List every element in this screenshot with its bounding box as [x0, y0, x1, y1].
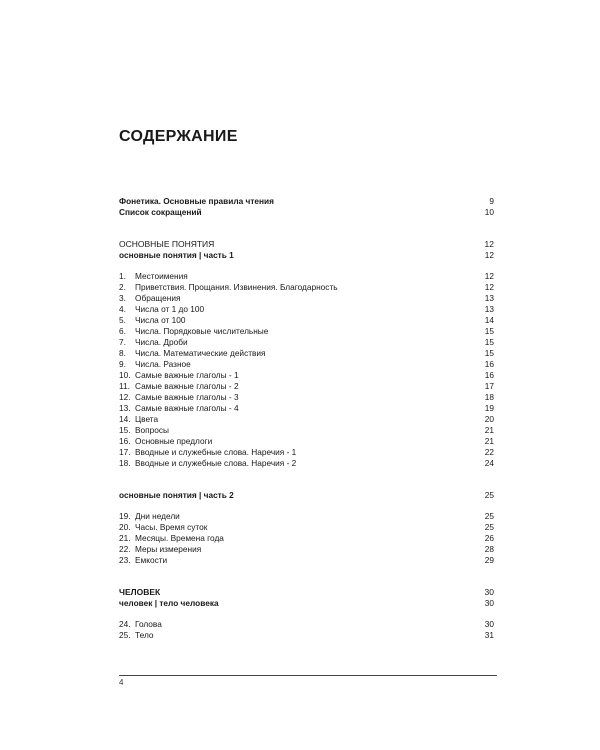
toc-entry-label: Фонетика. Основные правила чтения: [119, 196, 275, 206]
toc-entry[interactable]: [119, 629, 494, 641]
toc-entry-label: Самые важные глаголы - 4: [135, 403, 239, 413]
toc-entry-page: 29: [484, 555, 494, 565]
toc-entry-page: 17: [484, 381, 494, 391]
toc-entry-label: Числа. Порядковые числительные: [135, 326, 269, 336]
toc-entry-number: 19.: [119, 511, 131, 521]
toc-entry-page: 12: [484, 271, 494, 281]
toc-entry-abbreviations[interactable]: [119, 206, 494, 218]
toc-entry-page: 30: [484, 587, 494, 597]
toc-entry-number: 6.: [119, 326, 126, 336]
toc-entry-number: 24.: [119, 619, 131, 629]
toc-section-heading-label: ОСНОВНЫЕ ПОНЯТИЯ: [119, 239, 215, 249]
toc-entry-page: 15: [484, 326, 494, 336]
toc-entry-label: Месяцы. Времена года: [135, 533, 224, 543]
toc-entry[interactable]: [119, 457, 494, 469]
toc-entry-page: 28: [484, 544, 494, 554]
toc-entry-page: 16: [484, 370, 494, 380]
toc-entry-label: Числа от 100: [135, 315, 186, 325]
toc-entry-page: 18: [484, 392, 494, 402]
toc-entry-label: Местоимения: [135, 271, 188, 281]
toc-entry-page: 20: [484, 414, 494, 424]
toc-entry-label: Вводные и служебные слова. Наречия - 1: [135, 447, 297, 457]
toc-entry-number: 16.: [119, 436, 131, 446]
toc-entry-page: 13: [484, 293, 494, 303]
page-title: СОДЕРЖАНИЕ: [119, 128, 238, 145]
toc-entry-label: Голова: [135, 619, 162, 629]
toc-subsection-heading[interactable]: [119, 489, 494, 501]
toc-entry-number: 23.: [119, 555, 131, 565]
toc-entry-label: Самые важные глаголы - 2: [135, 381, 239, 391]
toc-entry-page: 12: [484, 239, 494, 249]
toc-entry-page: 25: [484, 522, 494, 532]
toc-entry-label: Тело: [135, 630, 154, 640]
toc-entry-page: 30: [484, 598, 494, 608]
toc-entry-page: 21: [484, 436, 494, 446]
toc-entry-number: 7.: [119, 337, 126, 347]
toc-subsection-heading[interactable]: [119, 249, 494, 261]
toc-entry-page: 25: [484, 511, 494, 521]
toc-subsection-heading[interactable]: [119, 597, 494, 609]
toc-entry-label: Вопросы: [135, 425, 169, 435]
toc-entry-page: 24: [484, 458, 494, 468]
toc-entry-number: 9.: [119, 359, 126, 369]
toc-entry-label: Числа. Математические действия: [135, 348, 266, 358]
toc-entry-label: Вводные и служебные слова. Наречия - 2: [135, 458, 297, 468]
toc-entry-page: 13: [484, 304, 494, 314]
toc-entry-number: 17.: [119, 447, 131, 457]
toc-entry-page: 14: [484, 315, 494, 325]
toc-entry-page: 12: [484, 282, 494, 292]
toc-entry-number: 1.: [119, 271, 126, 281]
footer-rule: [119, 675, 497, 676]
toc-entry-number: 10.: [119, 370, 131, 380]
toc-entry-page: 22: [484, 447, 494, 457]
toc-entry-page: 12: [484, 250, 494, 260]
toc-entry-page: 25: [484, 490, 494, 500]
toc-section-heading-label: ЧЕЛОВЕК: [119, 587, 161, 597]
toc-entry-label: Числа от 1 до 100: [135, 304, 205, 314]
toc-entry-number: 14.: [119, 414, 131, 424]
toc-entry-page: 15: [484, 337, 494, 347]
toc-entry-label: Приветствия. Прощания. Извинения. Благодарность: [135, 282, 338, 292]
toc-entry-number: 22.: [119, 544, 131, 554]
toc-entry-page: 21: [484, 425, 494, 435]
toc-entry-number: 11.: [119, 381, 130, 391]
toc-entry-page: 10: [484, 207, 494, 217]
toc-entry-page: 31: [484, 630, 494, 640]
toc-entry-number: 3.: [119, 293, 126, 303]
toc-entry-page: 16: [484, 359, 494, 369]
toc-entry-label: Дни недели: [135, 511, 180, 521]
toc-entry-label: Обращения: [135, 293, 181, 303]
toc-entry-number: 20.: [119, 522, 131, 532]
toc-entry-number: 21.: [119, 533, 131, 543]
toc-entry-label: Часы. Время суток: [135, 522, 208, 532]
toc-entry-page: 19: [484, 403, 494, 413]
toc-entry-page: 30: [484, 619, 494, 629]
toc-entry-label: Числа. Дроби: [135, 337, 188, 347]
toc-entry-number: 8.: [119, 348, 126, 358]
toc-subsection-label: человек | тело человека: [119, 598, 219, 608]
toc-entry-number: 13.: [119, 403, 131, 413]
toc-entry-label: Основные предлоги: [135, 436, 213, 446]
toc-entry-number: 15.: [119, 425, 131, 435]
toc-entry-label: Самые важные глаголы - 1: [135, 370, 239, 380]
toc-entry-number: 12.: [119, 392, 131, 402]
toc-entry-page: 26: [484, 533, 494, 543]
toc-entry-number: 4.: [119, 304, 126, 314]
toc-entry-number: 5.: [119, 315, 126, 325]
toc-entry-label: Список сокращений: [119, 207, 202, 217]
toc-entry-number: 18.: [119, 458, 131, 468]
toc-entry-page: 15: [484, 348, 494, 358]
toc-entry-label: Самые важные глаголы - 3: [135, 392, 239, 402]
toc-entry-page: 9: [489, 196, 494, 206]
toc-entry[interactable]: [119, 554, 494, 566]
page-number: 4: [119, 678, 124, 687]
toc-subsection-label: основные понятия | часть 1: [119, 250, 234, 260]
toc-entry-number: 2.: [119, 282, 126, 292]
toc-entry-label: Емкости: [135, 555, 168, 565]
toc-entry-label: Числа. Разное: [135, 359, 191, 369]
toc-entry-label: Меры измерения: [135, 544, 202, 554]
toc-subsection-label: основные понятия | часть 2: [119, 490, 234, 500]
toc-entry-number: 25.: [119, 630, 131, 640]
toc-entry-label: Цвета: [135, 414, 159, 424]
